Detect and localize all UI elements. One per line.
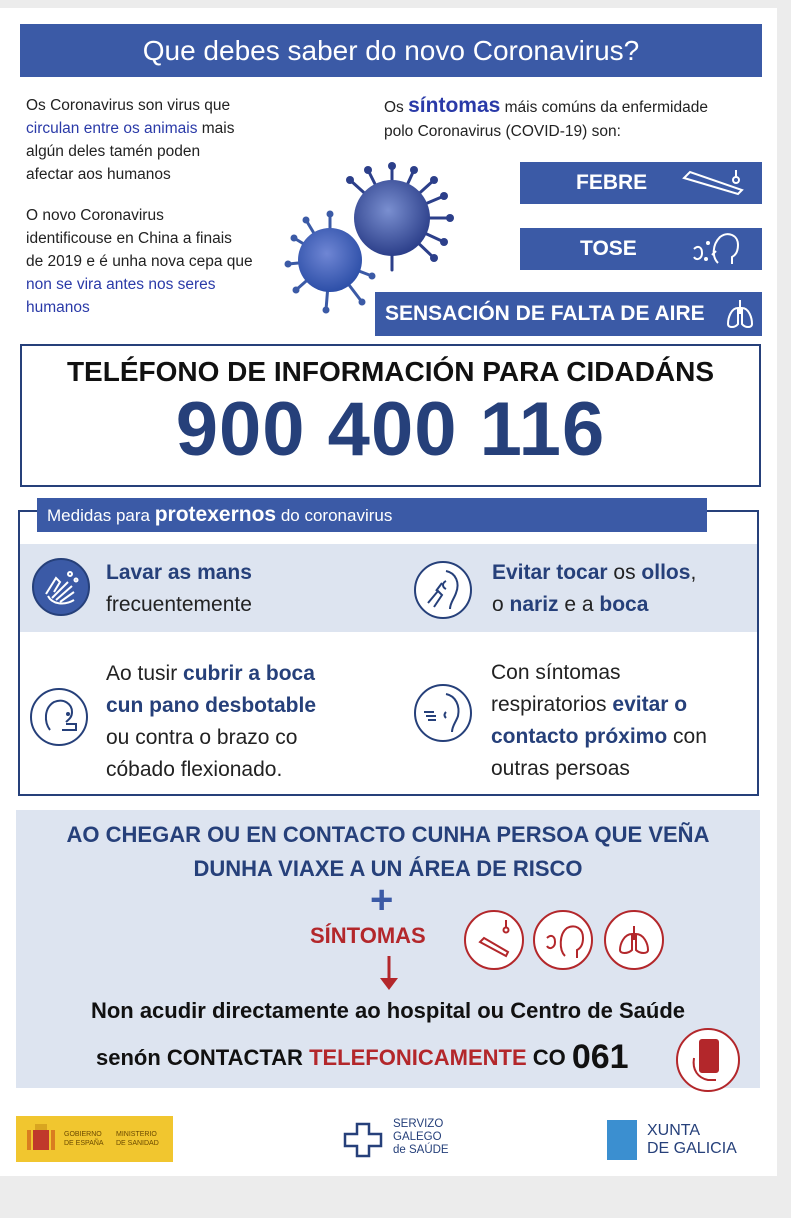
- warning-line-2: [96, 1038, 629, 1077]
- cough-icon: [688, 231, 744, 267]
- measure-text: ou contra o brazo co: [106, 726, 298, 749]
- measure-text: Ao tusir: [106, 662, 184, 685]
- cross-icon: [343, 1122, 383, 1158]
- intro-text: mais: [197, 120, 235, 137]
- spain-government-logo: [16, 1116, 173, 1162]
- sergas-text: de SAÚDE: [393, 1144, 449, 1156]
- measure-bold: Lavar as mans: [106, 561, 252, 584]
- xunta-logo: [607, 1120, 757, 1160]
- risk-heading-line: AO CHEGAR OU EN CONTACTO CUNHA PERSOA QUE VEÑA: [66, 822, 710, 847]
- measure-avoid-contact: [491, 657, 707, 785]
- measure-bold: evitar o: [612, 693, 688, 716]
- info-phone-box: [20, 344, 761, 487]
- intro-paragraph-2: [26, 204, 286, 319]
- symptoms-heading-text: polo Coronavirus (COVID-19) son:: [384, 123, 621, 140]
- intro-line: Os Coronavirus son virus que: [26, 97, 231, 114]
- intro-paragraph-1: [26, 94, 286, 186]
- symptoms-heading-text: máis comúns da enfermidade: [500, 99, 708, 116]
- symptoms-heading: [384, 94, 774, 144]
- xunta-text: DE GALICIA: [647, 1140, 737, 1157]
- intro-line: identificouse en China a finais: [26, 230, 232, 247]
- measure-text: os: [607, 561, 642, 584]
- lungs-icon: [725, 298, 755, 330]
- symptom-label: TOSE: [580, 237, 637, 260]
- page-title: Que debes saber do novo Coronavirus?: [20, 24, 762, 77]
- symptom-label: SENSACIÓN DE FALTA DE AIRE: [385, 302, 705, 325]
- plus-sign: +: [370, 878, 394, 922]
- risk-symptoms-label: SÍNTOMAS: [310, 923, 426, 948]
- phone-icon: [676, 1028, 740, 1092]
- warning-red-text: TELEFONICAMENTE: [309, 1045, 527, 1070]
- phone-number[interactable]: 900 400 116: [175, 387, 606, 472]
- measure-text: cóbado flexionado.: [106, 758, 283, 781]
- intro-highlight: humanos: [26, 299, 90, 316]
- xunta-text: XUNTA: [647, 1122, 701, 1139]
- intro-highlight: circulan entre os animais: [26, 120, 198, 137]
- thermometer-icon: [680, 166, 750, 200]
- risk-heading-line: DUNHA VIAXE A UN ÁREA DE RISCO: [193, 856, 583, 881]
- intro-line: algún deles tamén poden: [26, 143, 201, 160]
- sergas-text: SERVIZO: [393, 1118, 444, 1130]
- warning-text: senón CONTACTAR: [96, 1045, 310, 1070]
- infographic-page: [0, 8, 777, 1176]
- intro-line: afectar aos humanos: [26, 166, 171, 183]
- intro-highlight: non se vira antes nos seres: [26, 276, 216, 293]
- gov-text: DE ESPAÑA: [64, 1140, 104, 1147]
- measure-text: Con síntomas: [491, 661, 621, 684]
- xunta-emblem-icon: [607, 1120, 637, 1160]
- arrow-down-icon: [378, 956, 400, 992]
- ministry-text: MINISTERIO: [116, 1131, 157, 1138]
- hand-washing-icon: [32, 558, 90, 616]
- measure-text: outras persoas: [491, 757, 630, 780]
- measure-text: e a: [558, 593, 600, 616]
- measure-text: con: [667, 725, 707, 748]
- risk-heading: [16, 818, 760, 886]
- gov-text: GOBIERNO: [64, 1131, 102, 1138]
- symptoms-heading-bold: síntomas: [408, 94, 501, 117]
- phone-label: TELÉFONO DE INFORMACIÓN PARA CIDADÁNS: [66, 356, 715, 387]
- symptom-label: FEBRE: [576, 171, 648, 194]
- intro-line: de 2019 e é unha nova cepa que: [26, 253, 253, 270]
- measure-wash-hands: [106, 557, 252, 621]
- measures-tab-bold: protexernos: [154, 503, 277, 526]
- measures-tab-text: Medidas para: [47, 506, 155, 525]
- warning-line-1: Non acudir directamente ao hospital ou Centro de Saúde: [90, 998, 686, 1023]
- sergas-logo: [343, 1118, 463, 1162]
- measure-bold: cubrir a boca: [183, 662, 315, 685]
- cough-icon: [533, 910, 593, 970]
- sergas-text: GALEGO: [393, 1131, 442, 1143]
- symptom-breathlessness: [375, 292, 762, 336]
- intro-line: [26, 117, 286, 140]
- coat-of-arms-icon: [24, 1122, 58, 1156]
- symptom-cough: [520, 228, 762, 270]
- warning-text: CO: [526, 1045, 572, 1070]
- face-touch-icon: [414, 561, 472, 619]
- measure-bold: ollos: [641, 561, 691, 584]
- measure-text: o: [492, 593, 510, 616]
- measure-bold: Evitar tocar: [492, 561, 608, 584]
- measure-bold: boca: [599, 593, 649, 616]
- measure-text: ,: [690, 561, 697, 584]
- measures-tab-text: do coronavirus: [276, 506, 393, 525]
- ministry-text: DE SANIDAD: [116, 1140, 159, 1147]
- cover-cough-icon: [30, 688, 88, 746]
- measure-text: frecuentemente: [106, 593, 252, 616]
- thermometer-icon: [464, 910, 524, 970]
- intro-line: O novo Coronavirus: [26, 207, 164, 224]
- symptom-fever: [520, 162, 762, 204]
- sneeze-icon: [414, 684, 472, 742]
- emergency-number[interactable]: 061: [571, 1038, 629, 1076]
- measure-bold: cun pano desbotable: [106, 694, 317, 717]
- lungs-icon: [604, 910, 664, 970]
- measure-cover-cough: [106, 658, 316, 786]
- symptoms-heading-text: Os: [384, 99, 409, 116]
- measure-bold: nariz: [509, 593, 559, 616]
- measure-avoid-touching: [492, 557, 696, 621]
- measure-text: respiratorios: [491, 693, 613, 716]
- measures-tab: [37, 498, 707, 532]
- measure-bold: contacto próximo: [491, 725, 668, 748]
